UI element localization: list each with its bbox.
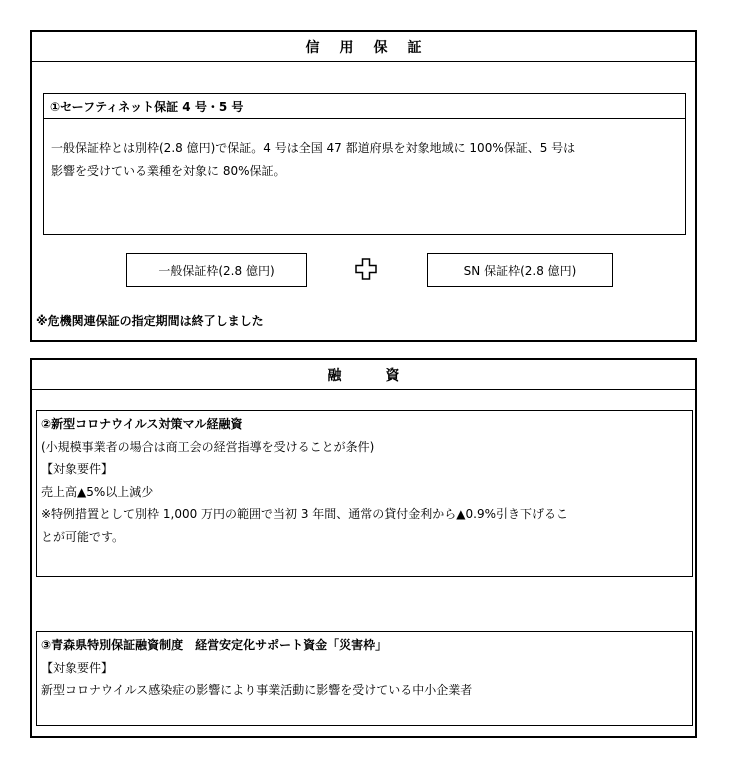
- credit-guarantee-title: 信用保証: [32, 32, 695, 62]
- loan-title: 融資: [32, 360, 695, 390]
- safety-net-body: [44, 119, 685, 183]
- aomori-loan-heading: ③青森県特別保証融資制度 経営安定化サポート資金「災害枠」: [41, 638, 388, 652]
- corona-loan-heading: ②新型コロナウイルス対策マル経融資: [41, 417, 243, 431]
- aomori-loan-requirement: 新型コロナウイルス感染症の影響により事業活動に影響を受けている中小企業者: [41, 683, 473, 697]
- corona-loan-requirement-label: 【対象要件】: [41, 462, 114, 476]
- corona-loan-box: [36, 410, 693, 577]
- aomori-loan-requirement-label: 【対象要件】: [41, 660, 114, 675]
- plus-icon: [355, 258, 377, 280]
- credit-guarantee-panel: [30, 30, 697, 342]
- corona-loan-condition: (小規模事業者の場合は商工会の経営指導を受けることが条件): [41, 439, 375, 454]
- sn-guarantee-frame: SN 保証枠(2.8 億円): [427, 253, 613, 287]
- crisis-guarantee-note: ※危機関連保証の指定期間は終了しました: [36, 314, 264, 328]
- corona-loan-special-line-1: ※特例措置として別枠 1,000 万円の範囲で当初 3 年間、通常の貸付金利から▲0.9%引き下げるこ: [41, 507, 569, 521]
- loan-panel: [30, 358, 697, 738]
- safety-net-heading: ①セーフティネット保証 4 号・5 号: [44, 94, 685, 119]
- corona-loan-special-line-2: とが可能です。: [41, 529, 125, 544]
- safety-net-line-2: 影響を受けている業種を対象に 80%保証。: [51, 164, 286, 178]
- corona-loan-requirement: 売上高▲5%以上減少: [41, 484, 154, 499]
- general-guarantee-frame: 一般保証枠(2.8 億円): [126, 253, 307, 287]
- safety-net-box: [43, 93, 686, 235]
- safety-net-line-1: 一般保証枠とは別枠(2.8 億円)で保証。4 号は全国 47 都道府県を対象地域に 100%保証、5 号は: [51, 141, 576, 155]
- aomori-loan-box: [36, 631, 693, 726]
